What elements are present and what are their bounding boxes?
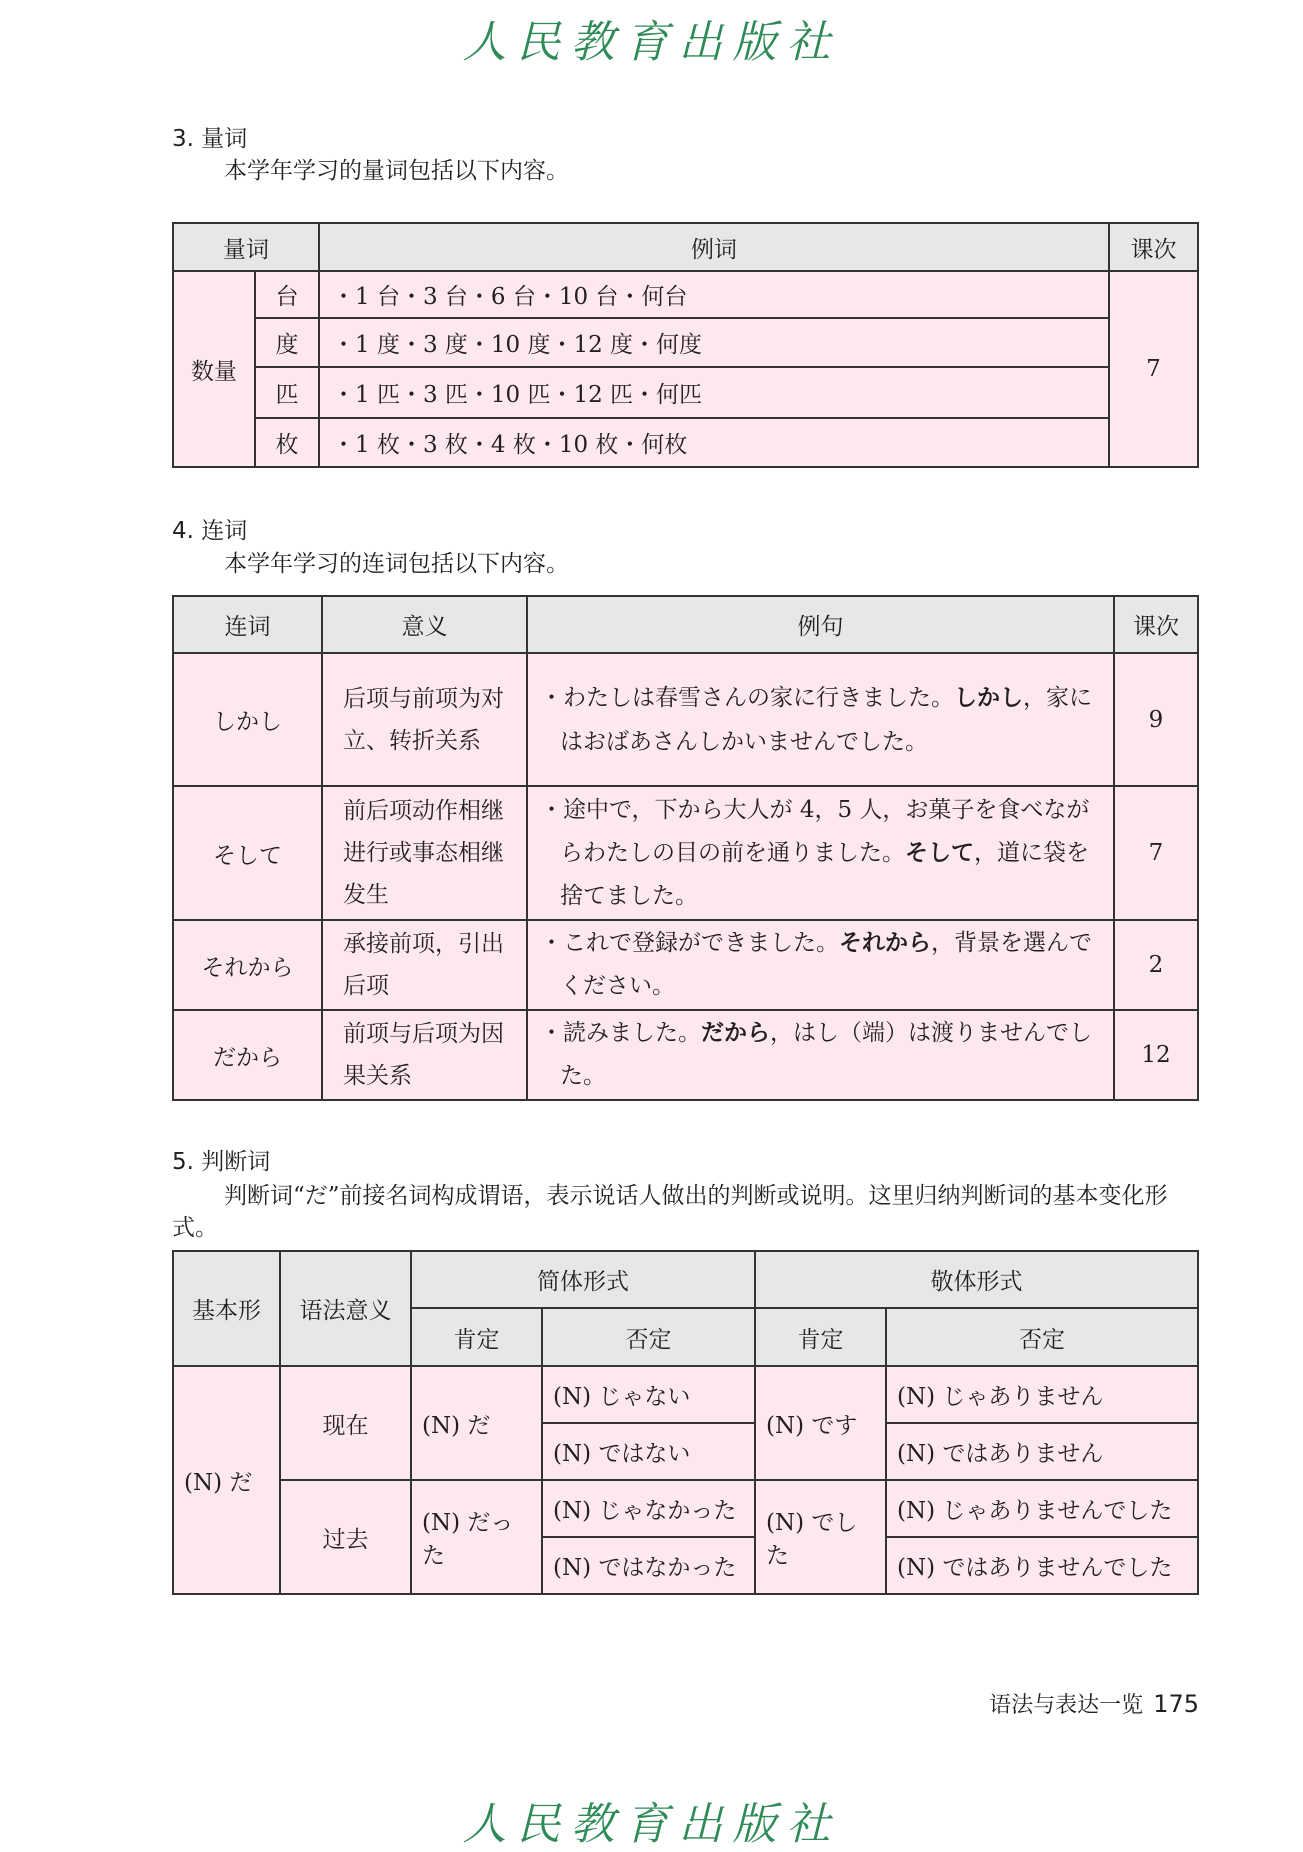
- plain-negate-cell: (N) じゃなかった: [542, 1480, 755, 1537]
- conjunction-table: [172, 595, 1199, 1101]
- counter-table: [172, 222, 1199, 468]
- counter-cell: 度: [255, 318, 319, 367]
- conjunction-cell: それから: [173, 920, 322, 1010]
- meaning-cell: 后项与前项为对立、转折关系: [322, 653, 527, 786]
- tense-cell: 现在: [280, 1366, 411, 1480]
- table-row: [173, 1366, 1198, 1423]
- header-examples: 例词: [319, 223, 1109, 271]
- polite-negate-cell: (N) ではありません: [886, 1423, 1198, 1480]
- example-text: 途中で，下から大人が 4，5 人，お菓子を食べながらわたしの目の前を通りました。: [560, 796, 1090, 866]
- example-cell: ・これで登録ができました。それから，背景を選んでください。: [527, 920, 1114, 1010]
- conjunction-cell: しかし: [173, 653, 322, 786]
- examples-cell: ・1 匹・3 匹・10 匹・12 匹・何匹: [319, 367, 1109, 418]
- header-polite-negate: 否定: [886, 1308, 1198, 1366]
- example-keyword: だから: [701, 1020, 770, 1046]
- page-number: 175: [1153, 1690, 1199, 1718]
- header-plain-form: 简体形式: [411, 1251, 755, 1308]
- tense-cell: 过去: [280, 1480, 411, 1594]
- table-row: [173, 653, 1198, 786]
- example-keyword: そして: [905, 839, 974, 866]
- section-3-title: 3. 量词: [172, 126, 248, 152]
- section-4-intro: 本学年学习的连词包括以下内容。: [224, 551, 569, 577]
- conjunction-cell: そして: [173, 786, 322, 920]
- example-cell: ・読みました。だから，はし（端）は渡りませんでした。: [527, 1010, 1114, 1100]
- table-row: [173, 920, 1198, 1010]
- lesson-cell: 2: [1114, 920, 1198, 1010]
- header-polite-affirm: 肯定: [755, 1308, 886, 1366]
- polite-negate-cell: (N) じゃありません: [886, 1366, 1198, 1423]
- header-lesson: 课次: [1114, 596, 1198, 653]
- table-row: [173, 367, 1198, 418]
- plain-negate-cell: (N) ではなかった: [542, 1537, 755, 1594]
- publisher-logo-bottom: 人民教育出版社: [462, 1799, 841, 1850]
- section-5-title: 5. 判断词: [172, 1149, 271, 1175]
- plain-affirm-cell: (N) だ: [411, 1366, 542, 1480]
- section-3-intro: 本学年学习的量词包括以下内容。: [224, 158, 569, 184]
- header-meaning: 意义: [322, 596, 527, 653]
- table-row: [173, 786, 1198, 920]
- table-row: [173, 318, 1198, 367]
- counter-cell: 台: [255, 271, 319, 318]
- example-text: ，背景を選んでください。: [560, 930, 1092, 999]
- example-cell: ・途中で，下から大人が 4，5 人，お菓子を食べながらわたしの目の前を通りました。そして，道に袋を捨てました。: [527, 786, 1114, 920]
- header-plain-negate: 否定: [542, 1308, 755, 1366]
- lesson-cell: 9: [1114, 653, 1198, 786]
- chapter-name: 语法与表达一览: [989, 1693, 1144, 1718]
- header-conjunction: 连词: [173, 596, 322, 653]
- examples-cell: ・1 台・3 台・6 台・10 台・何台: [319, 271, 1109, 318]
- polite-affirm-cell: (N) です: [755, 1366, 886, 1480]
- polite-negate-cell: (N) じゃありませんでした: [886, 1480, 1198, 1537]
- plain-affirm-cell: (N) だった: [411, 1480, 542, 1594]
- polite-negate-cell: (N) ではありませんでした: [886, 1537, 1198, 1594]
- conjunction-cell: だから: [173, 1010, 322, 1100]
- publisher-logo-top: 人民教育出版社: [462, 17, 841, 68]
- header-polite-form: 敬体形式: [755, 1251, 1198, 1308]
- lesson-cell: 12: [1114, 1010, 1198, 1100]
- examples-cell: ・1 度・3 度・10 度・12 度・何度: [319, 318, 1109, 367]
- example-keyword: しかし: [954, 684, 1023, 711]
- copula-table: [172, 1250, 1199, 1595]
- header-counter: 量词: [173, 223, 319, 271]
- table-row: [173, 271, 1198, 318]
- header-grammar-meaning: 语法意义: [280, 1251, 411, 1366]
- section-4-title: 4. 连词: [172, 518, 248, 544]
- meaning-cell: 前后项动作相继进行或事态相继发生: [322, 786, 527, 920]
- section-5-intro: 判断词“だ”前接名词构成谓语，表示说话人做出的判断或说明。这里归纳判断词的基本变化形式。: [172, 1183, 1168, 1241]
- example-text: ，家にはおばあさんしかいませんでした。: [560, 684, 1092, 755]
- example-text: ，はし（端）は渡りませんでした。: [560, 1020, 1092, 1089]
- example-keyword: それから: [839, 930, 931, 956]
- meaning-cell: 前项与后项为因果关系: [322, 1010, 527, 1100]
- header-base-form: 基本形: [173, 1251, 280, 1366]
- header-lesson: 课次: [1109, 223, 1198, 271]
- plain-negate-cell: (N) ではない: [542, 1423, 755, 1480]
- header-plain-affirm: 肯定: [411, 1308, 542, 1366]
- example-text: ，道に袋を捨てました。: [560, 839, 1089, 909]
- example-text: これで登録ができました。: [563, 930, 839, 956]
- examples-cell: ・1 枚・3 枚・4 枚・10 枚・何枚: [319, 418, 1109, 467]
- table-row: [173, 1010, 1198, 1100]
- example-cell: ・わたしは春雪さんの家に行きました。しかし，家にはおばあさんしかいませんでした。: [527, 653, 1114, 786]
- lesson-cell: 7: [1114, 786, 1198, 920]
- counter-cell: 匹: [255, 367, 319, 418]
- page-footer: [989, 1688, 1199, 1719]
- polite-affirm-cell: (N) でした: [755, 1480, 886, 1594]
- category-cell: 数量: [173, 271, 255, 467]
- base-form-cell: (N) だ: [173, 1366, 280, 1594]
- example-text: 読みました。: [563, 1020, 701, 1046]
- meaning-cell: 承接前项，引出后项: [322, 920, 527, 1010]
- table-row: [173, 1480, 1198, 1537]
- lesson-cell: 7: [1109, 271, 1198, 467]
- header-example: 例句: [527, 596, 1114, 653]
- counter-cell: 枚: [255, 418, 319, 467]
- table-row: [173, 418, 1198, 467]
- example-text: わたしは春雪さんの家に行きました。: [563, 684, 954, 711]
- plain-negate-cell: (N) じゃない: [542, 1366, 755, 1423]
